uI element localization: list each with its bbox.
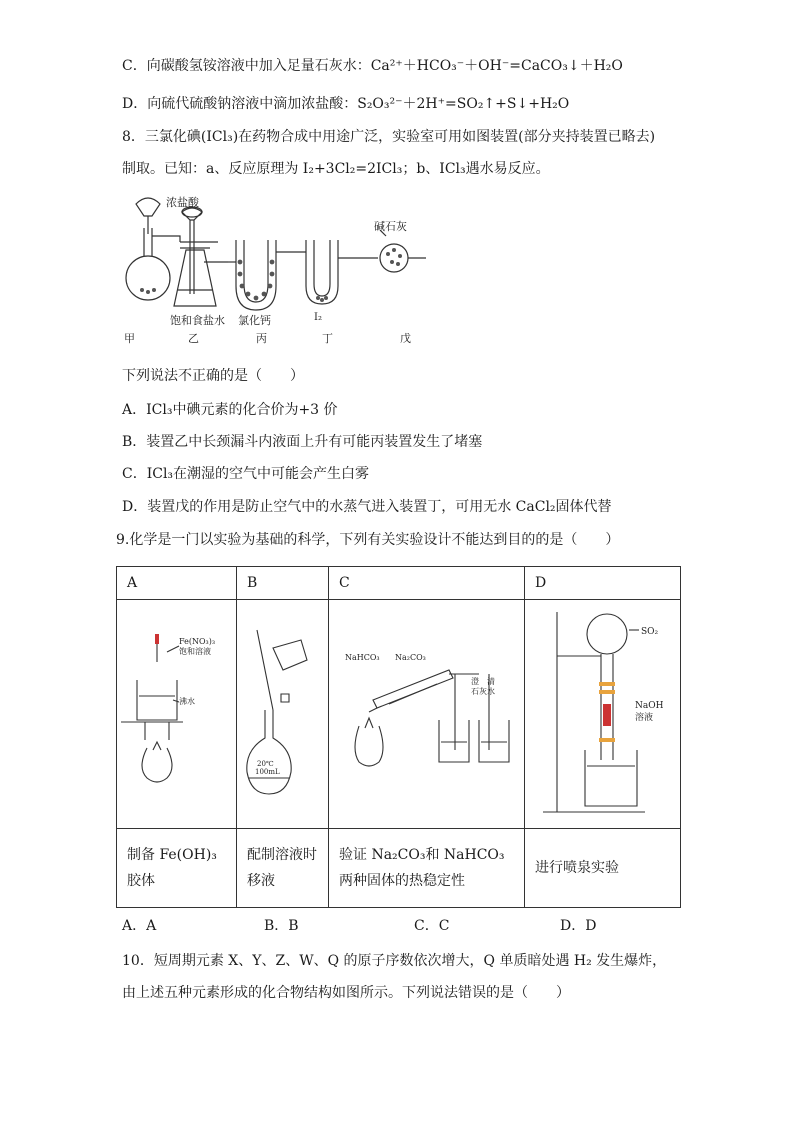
label-c-limewater-1: 澄 清 (471, 677, 495, 686)
wu-drying-tube (380, 230, 426, 272)
label-d-so2: SO₂ (641, 627, 659, 637)
q9-header-d: D (525, 567, 681, 600)
label-jia: 甲 (124, 332, 135, 345)
label-a-reagent-1: Fe(NO₃)₃ (179, 637, 216, 646)
q9-header-c: C (329, 567, 525, 600)
label-wu: 戊 (400, 332, 411, 345)
q9-caption-b: 配制溶液时移液 (237, 829, 329, 908)
q9-choice-d: D．D (560, 918, 597, 934)
q9-figure-a-cell (117, 600, 237, 829)
label-cacl2: 氯化钙 (238, 314, 271, 327)
q8-option-c: C．ICl₃在潮湿的空气中可能会产生白雾 (122, 466, 370, 482)
q9-figure-b-cell (237, 600, 329, 829)
label-b-temp: 20℃ (257, 760, 274, 768)
q8-stem-line2: 制取。已知：a、反应原理为 I₂+3Cl₂=2ICl₃；b、ICl₃遇水易反应。 (122, 161, 550, 177)
q9-header-a: A (117, 567, 237, 600)
label-c-nahco3: NaHCO₃ (345, 653, 380, 662)
ding-u-tube (306, 240, 378, 304)
label-c-limewater-2: 石灰水 (471, 687, 495, 696)
q9-table (116, 566, 681, 908)
q9-figure-d-cell (525, 600, 681, 829)
label-d-naoh-2: 溶液 (635, 713, 654, 723)
q8-question: 下列说法不正确的是（ ） (122, 368, 304, 384)
q9-caption-a: 制备 Fe(OH)₃胶体 (117, 829, 237, 908)
label-d-naoh-1: NaOH (635, 701, 664, 711)
label-yi: 乙 (188, 332, 199, 345)
q8-stem-line1: 8．三氯化碘(ICl₃)在药物合成中用途广泛，实验室可用如图装置(部分夹持装置已略去) (122, 129, 656, 145)
label-a-reagent-2: 饱和溶液 (179, 647, 211, 656)
q8-apparatus-figure (118, 190, 438, 348)
q9-choice-a: A．A (122, 918, 157, 934)
q9-choice-b: B．B (264, 918, 299, 934)
q9-stem: 9.化学是一门以实验为基础的科学，下列有关实验设计不能达到目的的是（ ） (116, 532, 620, 548)
label-conc-hcl: 浓盐酸 (166, 196, 199, 209)
q10-stem-line1: 10．短周期元素 X、Y、Z、W、Q 的原子序数依次增大，Q 单质暗处遇 H₂ 发生爆炸， (122, 953, 667, 969)
label-soda-lime: 碱石灰 (374, 220, 407, 233)
label-sat-brine: 饱和食盐水 (170, 314, 225, 327)
label-ding: 丁 (322, 332, 333, 345)
q8-option-a: A．ICl₃中碘元素的化合价为+3 价 (122, 402, 338, 418)
label-iodine: I₂ (314, 312, 322, 323)
q9-caption-d: 进行喷泉实验 (525, 829, 681, 908)
q9-figure-c-cell (329, 600, 525, 829)
label-c-na2co3: Na₂CO₃ (395, 653, 426, 662)
label-bing: 丙 (256, 332, 267, 345)
q7-option-d: D．向硫代硫酸钠溶液中滴加浓盐酸：S₂O₃²⁻＋2H⁺=SO₂↑+S↓+H₂O (122, 96, 570, 112)
q10-stem-line2: 由上述五种元素形成的化合物结构如图所示。下列说法错误的是（ ） (122, 985, 570, 1001)
yi-flask (174, 207, 228, 306)
label-b-volume: 100mL (255, 768, 280, 776)
label-a-water: 沸水 (179, 697, 195, 706)
q9-figure-c (329, 600, 523, 824)
q9-figure-a (117, 600, 235, 824)
q8-option-b: B．装置乙中长颈漏斗内液面上升有可能丙装置发生了堵塞 (122, 434, 483, 450)
q9-figure-b (237, 600, 327, 824)
q9-header-b: B (237, 567, 329, 600)
q9-choice-c: C．C (414, 918, 450, 934)
q9-figure-d (525, 600, 679, 824)
jia-flask (126, 198, 180, 300)
q7-option-c: C．向碳酸氢铵溶液中加入足量石灰水：Ca²⁺＋HCO₃⁻＋OH⁻=CaCO₃↓＋H₂O (122, 58, 623, 74)
q9-caption-c: 验证 Na₂CO₃和 NaHCO₃两种固体的热稳定性 (329, 829, 525, 908)
q8-option-d: D．装置戊的作用是防止空气中的水蒸气进入装置丁，可用无水 CaCl₂固体代替 (122, 499, 612, 515)
